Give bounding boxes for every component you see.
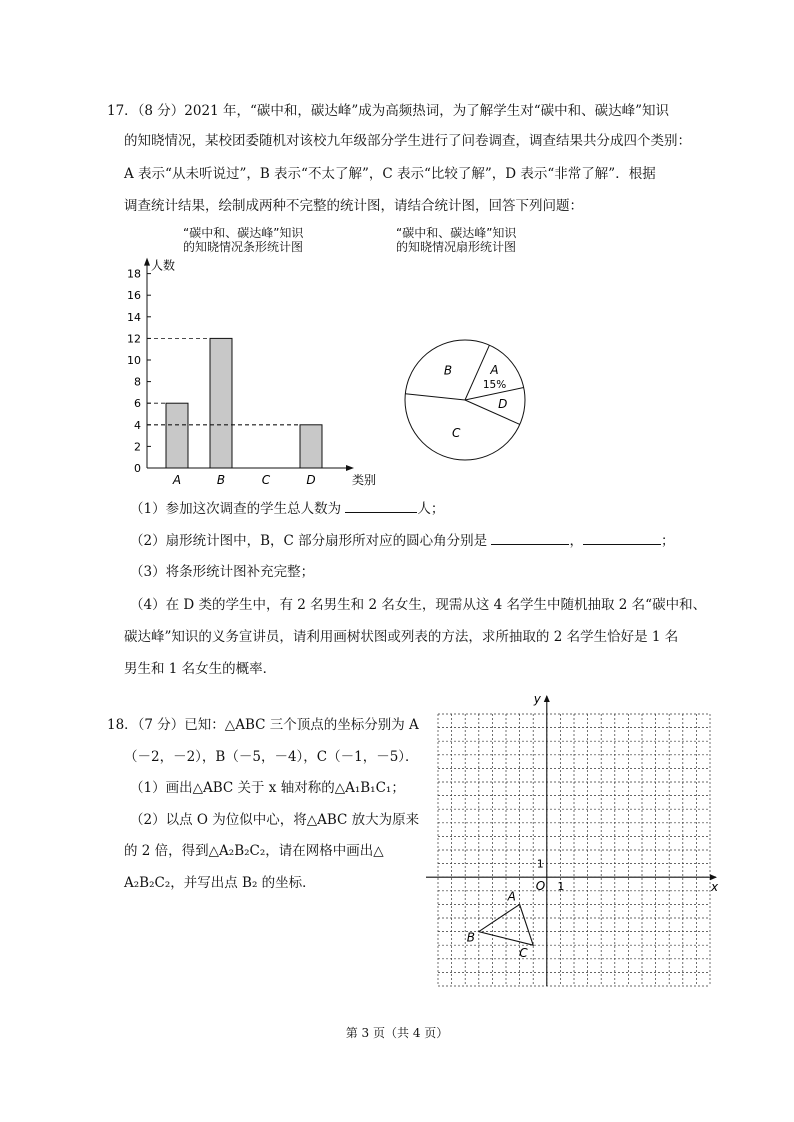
q17-sub-2-text: （2）扇形统计图中，B，C 部分扇形所对应的圆心角分别是 xyxy=(130,533,488,549)
answer-blank-total[interactable] xyxy=(345,498,417,513)
q17-sub-2-end: ； xyxy=(660,533,675,549)
q18-line-2: （－2，－2），B（－5，－4），C（－1，－5）． xyxy=(124,749,419,765)
bar-x-label: 类别 xyxy=(352,473,377,487)
bar-A xyxy=(166,403,188,468)
pie-label-B: B xyxy=(443,363,453,378)
bar-D xyxy=(300,425,322,468)
point-label-A: A xyxy=(507,889,516,904)
bar-y-tick-label: 10 xyxy=(127,354,141,367)
bar-y-tick-label: 6 xyxy=(134,397,141,411)
q17-sub-1-text: （1）参加这次调查的学生总人数为 xyxy=(130,501,342,517)
bar-y-tick-label: 4 xyxy=(134,418,141,432)
grid-y-label: y xyxy=(533,692,541,706)
bar-y-arrow xyxy=(144,258,150,266)
bar-x-arrow xyxy=(346,465,354,471)
q17-sub-4-line-1: （4）在 D 类的学生中，有 2 名男生和 2 名女生，现需从这 4 名学生中随机抽取 2 名“碳中和、 xyxy=(130,597,707,613)
q17-sub-2 xyxy=(130,530,674,551)
bar-y-label: 人数 xyxy=(151,258,176,273)
bar-y-tick-label: 8 xyxy=(134,375,141,389)
grid-unit-y: 1 xyxy=(536,857,544,871)
bar-y-tick-label: 18 xyxy=(127,267,141,281)
point-label-B: B xyxy=(466,930,476,945)
q17-sub-2-sep: ， xyxy=(569,533,583,549)
bar-B xyxy=(210,338,232,468)
bar-chart-title-line-2: 的知晓情况条形统计图 xyxy=(183,240,304,254)
q18-line-3: （1）画出△ABC 关于 x 轴对称的△A₁B₁C₁； xyxy=(130,780,405,796)
q17-line-4: 调查统计结果，绘制成两种不完整的统计图，请结合统计图，回答下列问题： xyxy=(124,198,583,214)
bar-category-D: D xyxy=(306,473,316,487)
q17-sub-4-line-2: 碳达峰”知识的义务宣讲员，请利用画树状图或列表的方法，求所抽取的 2 名学生恰好是 1 名 xyxy=(124,629,679,645)
grid-origin-label: O xyxy=(535,879,546,894)
bar-chart-title-line-1: “碳中和、碳达峰”知识 xyxy=(183,226,304,240)
q18-line-6: A₂B₂C₂，并写出点 B₂ 的坐标． xyxy=(124,875,316,891)
pie-label-A: A xyxy=(490,363,499,378)
grid-x-label: x xyxy=(711,880,719,895)
grid-unit-x: 1 xyxy=(557,880,565,894)
pie-chart-title-line-2: 的知晓情况扇形统计图 xyxy=(396,240,517,254)
pie-label-D: D xyxy=(498,396,508,411)
bar-y-tick-label: 2 xyxy=(134,440,141,454)
q17-sub-4-line-3: 男生和 1 名女生的概率． xyxy=(124,661,277,677)
q18-line-4: （2）以点 O 为位似中心，将△ABC 放大为原来 xyxy=(130,812,420,828)
coordinate-grid[interactable] xyxy=(424,688,724,988)
bar-category-C: C xyxy=(261,473,271,487)
pie-chart-title xyxy=(396,226,516,254)
bar-y-tick-label: 12 xyxy=(127,332,141,346)
q17-sub-1-unit: 人； xyxy=(417,501,445,517)
q18-line-1: 18．（7 分）已知：△ABC 三个顶点的坐标分别为 A xyxy=(107,717,419,733)
point-label-C: C xyxy=(519,946,528,961)
page-footer: 第 3 页（共 4 页） xyxy=(345,1026,449,1040)
q17-line-1: 17．（8 分）2021 年，“碳中和，碳达峰”成为高频热词，为了解学生对“碳中和、碳达峰”知识 xyxy=(107,103,670,119)
bar-category-B: B xyxy=(216,473,226,487)
q17-sub-1 xyxy=(130,498,444,519)
grid-y-arrow xyxy=(544,695,550,702)
q17-line-2: 的知晓情况，某校团委随机对该校九年级部分学生进行了问卷调查，调查结果共分成四个类别： xyxy=(124,133,691,149)
pie-value-A: 15% xyxy=(482,379,507,392)
q17-sub-3: （3）将条形统计图补充完整； xyxy=(130,564,315,580)
bar-y-tick-label: 0 xyxy=(134,462,141,475)
q18-line-5: 的 2 倍，得到△A₂B₂C₂，请在网格中画出△ xyxy=(124,843,384,859)
answer-blank-angle-c[interactable] xyxy=(583,530,661,545)
q17-line-3: A 表示“从未听说过”，B 表示“不太了解”，C 表示“比较了解”，D 表示“非常了解”．根据 xyxy=(124,166,656,182)
answer-blank-angle-b[interactable] xyxy=(491,530,569,545)
bar-chart xyxy=(110,248,377,488)
pie-chart-title-line-1: “碳中和、碳达峰”知识 xyxy=(396,226,517,240)
bar-y-tick-label: 14 xyxy=(127,310,141,324)
bar-y-tick-label: 16 xyxy=(127,289,141,303)
pie-chart xyxy=(395,330,535,470)
pie-label-C: C xyxy=(452,425,461,440)
bar-category-A: A xyxy=(172,473,182,487)
